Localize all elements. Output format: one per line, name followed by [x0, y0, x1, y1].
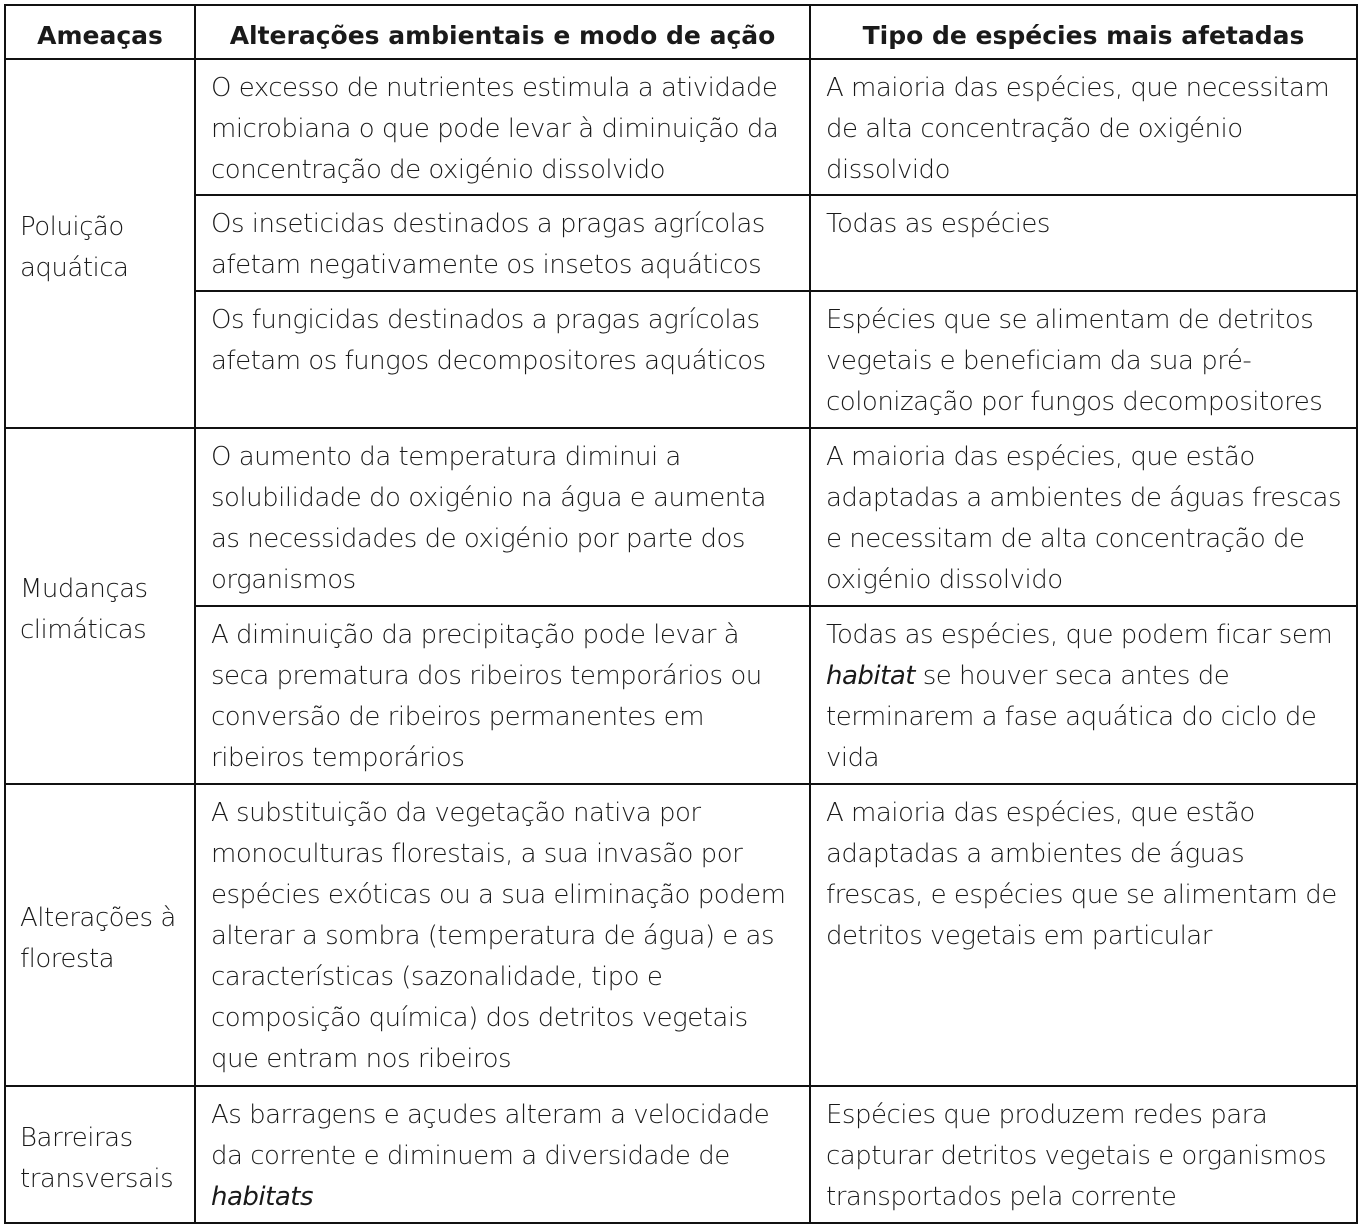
species-cell: [810, 428, 1357, 606]
species-cell: [810, 291, 1357, 428]
species-text-end: se houver seca antes de terminarem a fase aquática do ciclo de vida: [826, 661, 1317, 773]
table-row: [5, 195, 1357, 291]
change-text: O aumento da temperatura diminui a solubilidade do oxigénio na água e aumenta as necessidades de oxigénio por parte dos organismos: [211, 442, 766, 595]
species-text: A maioria das espécies, que necessitam de alta concentração de oxigénio dissolvido: [826, 73, 1330, 185]
threats-table: [4, 4, 1358, 1224]
header-changes: Alterações ambientais e modo de ação: [195, 5, 810, 59]
change-cell: [195, 784, 810, 1086]
table-row: [5, 291, 1357, 428]
table-row: [5, 1086, 1357, 1223]
species-text: A maioria das espécies, que estão adaptadas a ambientes de águas frescas e necessitam de alta concentração de oxigénio dissolvido: [826, 442, 1342, 595]
species-text: Espécies que se alimentam de detritos vegetais e beneficiam da sua pré-colonização por fungos decompositores: [826, 305, 1323, 417]
threat-label: Alterações à floresta: [20, 903, 176, 974]
change-cell: [195, 1086, 810, 1223]
change-text: O excesso de nutrientes estimula a atividade microbiana o que pode levar à diminuição da concentração de oxigénio dissolvido: [211, 73, 779, 185]
species-text-start: Todas as espécies, que podem ficar sem: [826, 620, 1333, 650]
species-text: [826, 615, 1342, 779]
table-row: [5, 59, 1357, 195]
change-cell: [195, 59, 810, 195]
header-species: Tipo de espécies mais afetadas: [810, 5, 1357, 59]
table-row: [5, 428, 1357, 606]
threat-cell: [5, 1086, 195, 1223]
change-cell: [195, 606, 810, 784]
species-text: Todas as espécies: [826, 209, 1050, 239]
change-text: Os inseticidas destinados a pragas agrícolas afetam negativamente os insetos aquáticos: [211, 209, 765, 280]
change-cell: [195, 291, 810, 428]
species-cell: [810, 1086, 1357, 1223]
threat-label: Poluição aquática: [20, 211, 129, 283]
change-text-start: As barragens e açudes alteram a velocidade da corrente e diminuem a diversidade de: [211, 1100, 770, 1171]
threat-cell: [5, 784, 195, 1086]
change-cell: [195, 428, 810, 606]
threat-cell: [5, 428, 195, 784]
species-text: A maioria das espécies, que estão adaptadas a ambientes de águas frescas, e espécies que se alimentam de detritos vegetais em particular: [826, 798, 1337, 951]
species-text-italic: habitat: [826, 661, 915, 691]
change-text: Os fungicidas destinados a pragas agrícolas afetam os fungos decompositores aquáticos: [211, 305, 766, 376]
species-cell: [810, 195, 1357, 291]
change-cell: [195, 195, 810, 291]
header-threats: Ameaças: [5, 5, 195, 59]
species-cell: [810, 59, 1357, 195]
threat-label: Barreiras transversais: [20, 1122, 174, 1194]
header-row: [5, 5, 1357, 59]
change-text-italic: habitats: [211, 1182, 314, 1212]
species-text: Espécies que produzem redes para capturar detritos vegetais e organismos transportados pela corrente: [826, 1100, 1327, 1212]
change-text: A substituição da vegetação nativa por monoculturas florestais, a sua invasão por espécies exóticas ou a sua eliminação podem alterar a sombra (temperatura de água) e as características (sazonalidade, tipo e composição química) dos detritos vegetais que entram nos ribeiros: [211, 798, 786, 1074]
change-text: [211, 1095, 795, 1218]
threat-label: Mudanças climáticas: [20, 574, 148, 645]
threat-cell: [5, 59, 195, 428]
species-cell: [810, 606, 1357, 784]
table-row: [5, 606, 1357, 784]
change-text: A diminuição da precipitação pode levar à seca prematura dos ribeiros temporários ou conversão de ribeiros permanentes em ribeiros temporários: [211, 620, 762, 773]
species-cell: [810, 784, 1357, 1086]
table-row: [5, 784, 1357, 1086]
